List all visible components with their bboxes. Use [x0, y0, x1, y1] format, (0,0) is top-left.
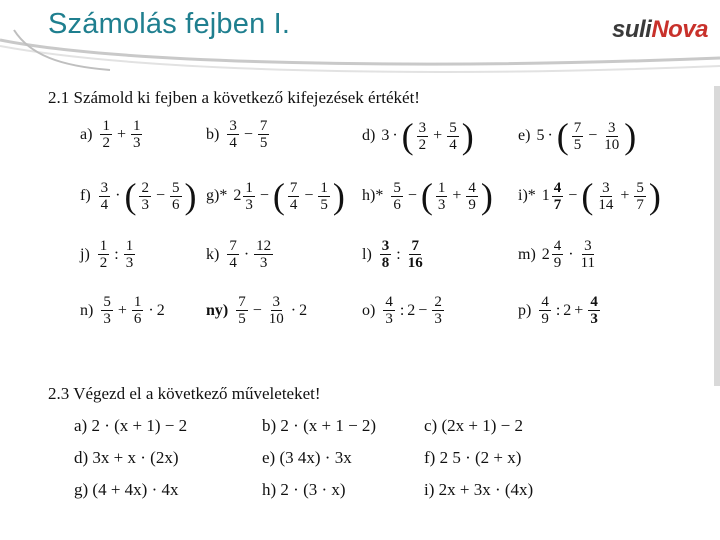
slide-title: Számolás fejben I.: [48, 8, 291, 40]
exercise-b: b) 3 4 − $\frac{7}{5}$: [206, 118, 268, 151]
exercise-i: i)* 1 4 7 − ( 3 14 + $\frac{5}{7}$ ): [518, 176, 661, 216]
slide-header: [0, 0, 720, 86]
operation-d: d) 3x + x · (2x): [74, 448, 179, 467]
exercise-n: n) 5 3 + $\frac{1}{6}$ · 2: [80, 294, 165, 327]
worksheet: [0, 80, 720, 540]
operation-c: c) (2x + 1) − 2: [424, 416, 523, 435]
exercise-ny: ny) 7 5 − $\frac{3}{10}$ · 2: [206, 294, 308, 327]
exercise-k: k) 7 4 · 12 3: [206, 238, 272, 271]
exercise-a: a) 1 2 + $\frac{1}{3}$: [80, 118, 141, 151]
operation-a: a) 2 · (x + 1) − 2: [74, 416, 188, 435]
exercise-f: f) 3 4 · ( 2 3 − $\frac{5}{6}$ ): [80, 176, 197, 216]
exercise-h: h)* 5 6 − ( 1 3 + $\frac{4}{9}$ ): [362, 176, 493, 216]
exercise-o: o) 4 3 : 2 − $\frac{2}{3}$: [362, 294, 442, 327]
sulinova-logo: suliNova: [612, 16, 709, 43]
operation-f: f) 2 5 · (2 + x): [424, 448, 522, 467]
exercise-d: d) 3 · ( 3 2 + $\frac{5}{4}$ ): [362, 116, 474, 156]
section-2-1-heading: 2.1 Számold ki fejben a következő kifejezések értékét!: [48, 88, 420, 107]
operation-g: g) (4 + 4x) · 4x: [74, 480, 179, 499]
exercise-l: l) 3 8 : 7 16: [362, 238, 423, 271]
exercise-g: g)* 2 1 3 − ( 7 4 − $\frac{1}{5}$ ): [206, 176, 345, 216]
exercise-p: p) 4 9 : 2 + $\frac{4}{3}$: [518, 294, 598, 327]
exercise-e: e) 5 · ( 7 5 − $\frac{3}{10}$ ): [518, 116, 637, 156]
operation-i: i) 2x + 3x · (4x): [424, 480, 534, 499]
exercise-m: m) 2 4 9 · 3 11: [518, 238, 596, 271]
exercise-j: j) 1 2 : 1 3: [80, 238, 134, 271]
operation-h: h) 2 · (3 · x): [262, 480, 346, 499]
section-2-3-heading: 2.3 Végezd el a következő műveleteket!: [48, 384, 321, 403]
operation-b: b) 2 · (x + 1 − 2): [262, 416, 377, 435]
operation-e: e) (3 4x) · 3x: [262, 448, 352, 467]
